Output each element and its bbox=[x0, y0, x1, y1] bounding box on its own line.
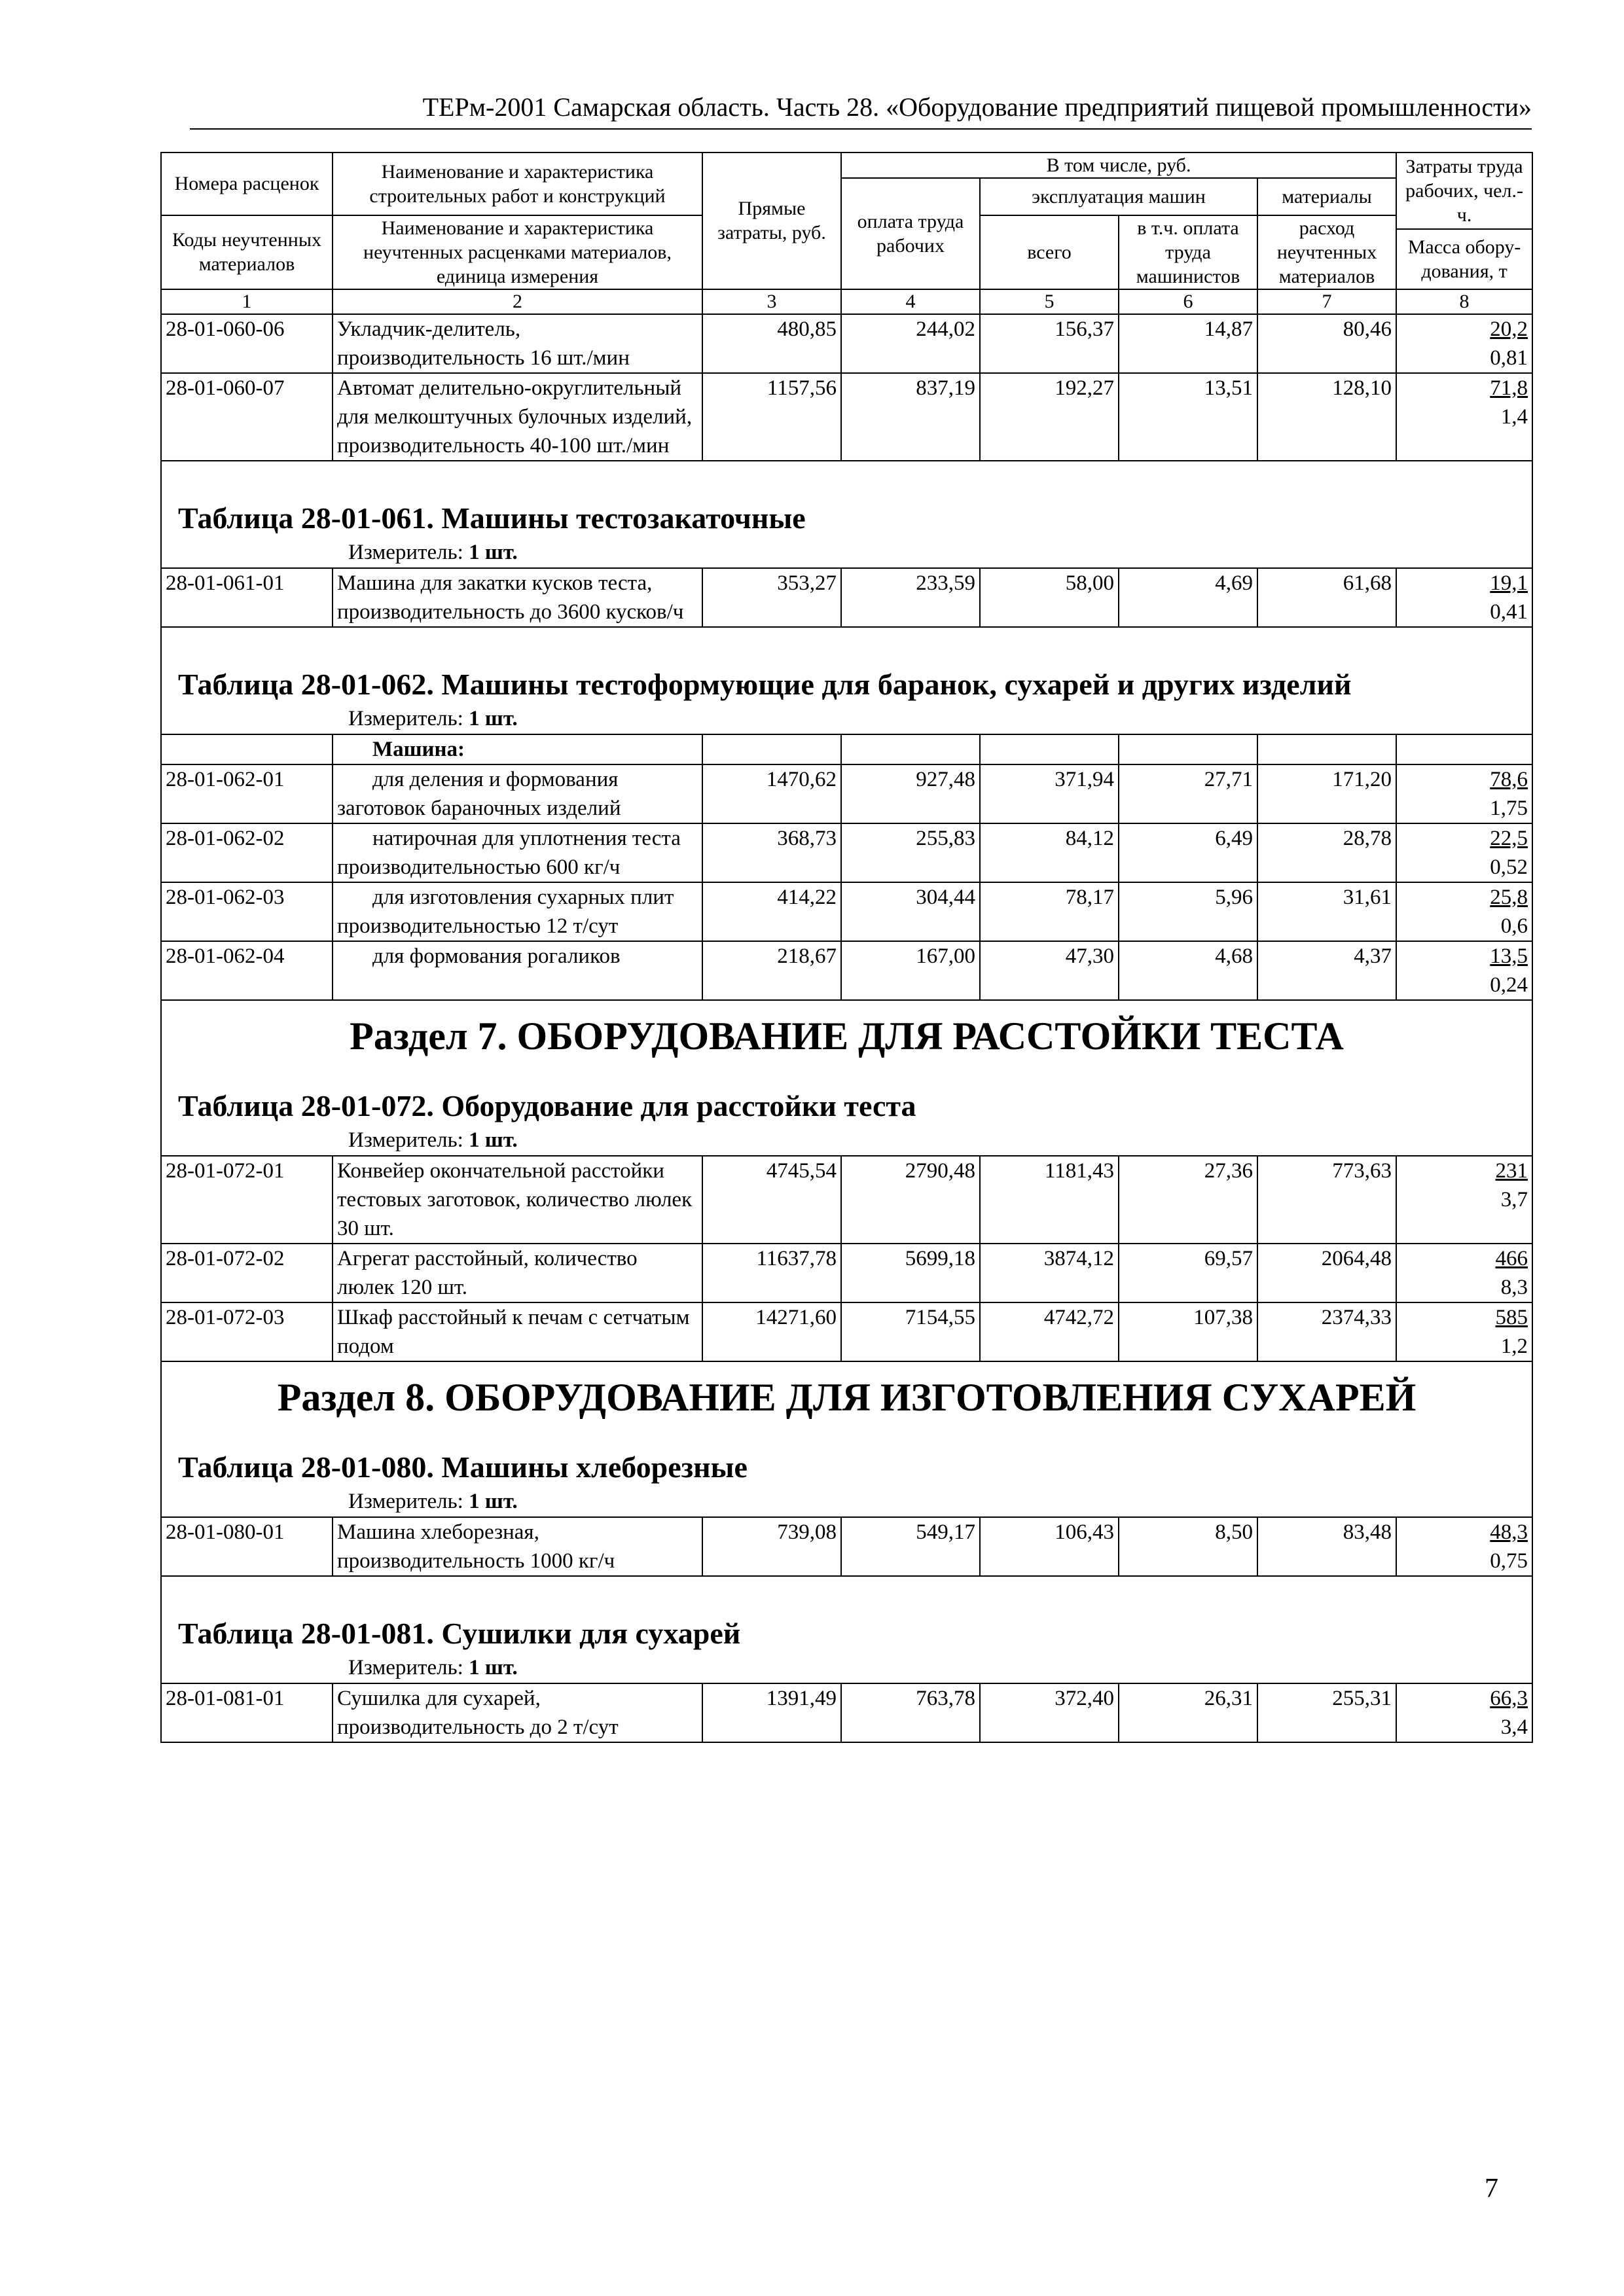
machinist-wages: 14,87 bbox=[1119, 314, 1257, 373]
table-row bbox=[161, 1302, 1532, 1361]
machinist-wages: 6,49 bbox=[1119, 823, 1257, 882]
equipment-mass: 0,41 bbox=[1490, 600, 1528, 624]
rate-code: 28-01-080-01 bbox=[161, 1517, 333, 1576]
machinist-wages: 26,31 bbox=[1119, 1683, 1257, 1742]
rate-name: для изготовления сухарных плит производительностью 12 т/сут bbox=[333, 882, 702, 941]
col-number: 3 bbox=[702, 289, 841, 314]
machinist-wages: 13,51 bbox=[1119, 373, 1257, 461]
direct-costs: 368,73 bbox=[702, 823, 841, 882]
meter-label: Измеритель: bbox=[348, 1128, 463, 1152]
equipment-mass: 0,75 bbox=[1490, 1549, 1528, 1573]
labor-cell bbox=[1396, 1156, 1532, 1244]
machinist-wages: 107,38 bbox=[1119, 1302, 1257, 1361]
hdr-machinist-wages: в т.ч. оплата труда машинистов bbox=[1119, 215, 1257, 289]
direct-costs: 4745,54 bbox=[702, 1156, 841, 1244]
equipment-mass: 1,4 bbox=[1500, 404, 1528, 429]
wages: 763,78 bbox=[841, 1683, 980, 1742]
rate-name: Агрегат расстойный, количество люлек 120 шт. bbox=[333, 1244, 702, 1302]
labor-cell bbox=[1396, 764, 1532, 823]
page-number: 7 bbox=[1485, 2174, 1498, 2204]
machines-total: 3874,12 bbox=[980, 1244, 1119, 1302]
labor-hours: 66,3 bbox=[1490, 1686, 1528, 1710]
rate-name: Машина хлеборезная, производительность 1000 кг/ч bbox=[333, 1517, 702, 1576]
equipment-mass: 3,7 bbox=[1500, 1187, 1528, 1211]
meter-label: Измеритель: bbox=[348, 1489, 463, 1513]
hdr-material-names: Наименование и характеристика неучтенных расценками материалов, единица измерения bbox=[333, 215, 702, 289]
meter bbox=[162, 704, 1532, 734]
labor-hours: 71,8 bbox=[1490, 376, 1528, 400]
meter bbox=[162, 1486, 1532, 1516]
machinist-wages: 4,68 bbox=[1119, 941, 1257, 1000]
labor-cell bbox=[1396, 823, 1532, 882]
labor-hours: 466 bbox=[1495, 1246, 1528, 1270]
materials: 83,48 bbox=[1257, 1517, 1396, 1576]
labor-cell bbox=[1396, 1683, 1532, 1742]
rate-code: 28-01-062-02 bbox=[161, 823, 333, 882]
machines-total: 4742,72 bbox=[980, 1302, 1119, 1361]
materials: 255,31 bbox=[1257, 1683, 1396, 1742]
rate-code: 28-01-072-03 bbox=[161, 1302, 333, 1361]
machines-total: 106,43 bbox=[980, 1517, 1119, 1576]
hdr-in-that-number: В том числе, руб. bbox=[841, 152, 1396, 178]
direct-costs: 414,22 bbox=[702, 882, 841, 941]
labor-cell bbox=[1396, 941, 1532, 1000]
table-title: Таблица 28-01-062. Машины тестоформующие для баранок, сухарей и других изделий bbox=[178, 667, 1352, 701]
rate-name: Машина для закатки кусков теста, производительность до 3600 кусков/ч bbox=[333, 568, 702, 627]
table-row bbox=[161, 1244, 1532, 1302]
equipment-mass: 1,2 bbox=[1500, 1334, 1528, 1358]
hdr-mass: Масса обору-дования, т bbox=[1396, 229, 1532, 289]
materials: 80,46 bbox=[1257, 314, 1396, 373]
rate-code: 28-01-062-04 bbox=[161, 941, 333, 1000]
labor-cell bbox=[1396, 373, 1532, 461]
rate-name: Укладчик-делитель, производительность 16 шт./мин bbox=[333, 314, 702, 373]
section-title: Раздел 8. ОБОРУДОВАНИЕ ДЛЯ ИЗГОТОВЛЕНИЯ СУХАРЕЙ bbox=[277, 1375, 1416, 1419]
labor-cell bbox=[1396, 1244, 1532, 1302]
section-title: Раздел 7. ОБОРУДОВАНИЕ ДЛЯ РАССТОЙКИ ТЕСТА bbox=[350, 1014, 1344, 1058]
rate-code: 28-01-061-01 bbox=[161, 568, 333, 627]
machinist-wages: 8,50 bbox=[1119, 1517, 1257, 1576]
materials: 773,63 bbox=[1257, 1156, 1396, 1244]
group-row bbox=[161, 734, 1532, 764]
rate-name: Шкаф расстойный к печам с сетчатым подом bbox=[333, 1302, 702, 1361]
col-number: 2 bbox=[333, 289, 702, 314]
rates-table bbox=[160, 152, 1533, 1743]
labor-hours: 22,5 bbox=[1490, 826, 1528, 850]
wages: 233,59 bbox=[841, 568, 980, 627]
equipment-mass: 0,81 bbox=[1490, 346, 1528, 370]
materials: 31,61 bbox=[1257, 882, 1396, 941]
rate-code: 28-01-062-03 bbox=[161, 882, 333, 941]
labor-hours: 25,8 bbox=[1490, 885, 1528, 909]
hdr-unaccounted-materials: расход неучтенных материалов bbox=[1257, 215, 1396, 289]
labor-hours: 13,5 bbox=[1490, 944, 1528, 968]
col-number: 1 bbox=[161, 289, 333, 314]
meter-label: Измеритель: bbox=[348, 540, 463, 564]
direct-costs: 1157,56 bbox=[702, 373, 841, 461]
rate-code: 28-01-060-07 bbox=[161, 373, 333, 461]
materials: 2064,48 bbox=[1257, 1244, 1396, 1302]
rate-name: натирочная для уплотнения теста производительностью 600 кг/ч bbox=[333, 823, 702, 882]
group-label: Машина: bbox=[333, 734, 702, 764]
materials: 2374,33 bbox=[1257, 1302, 1396, 1361]
direct-costs: 11637,78 bbox=[702, 1244, 841, 1302]
table-row bbox=[161, 314, 1532, 373]
hdr-direct-costs: Прямые затраты, руб. bbox=[702, 152, 841, 289]
machines-total: 84,12 bbox=[980, 823, 1119, 882]
wages: 5699,18 bbox=[841, 1244, 980, 1302]
col-number: 5 bbox=[980, 289, 1119, 314]
machines-total: 58,00 bbox=[980, 568, 1119, 627]
hdr-materials: материалы bbox=[1257, 178, 1396, 215]
machines-total: 78,17 bbox=[980, 882, 1119, 941]
equipment-mass: 3,4 bbox=[1500, 1715, 1528, 1739]
materials: 61,68 bbox=[1257, 568, 1396, 627]
direct-costs: 353,27 bbox=[702, 568, 841, 627]
table-row bbox=[161, 764, 1532, 823]
direct-costs: 1391,49 bbox=[702, 1683, 841, 1742]
wages: 167,00 bbox=[841, 941, 980, 1000]
labor-cell bbox=[1396, 568, 1532, 627]
wages: 837,19 bbox=[841, 373, 980, 461]
machines-total: 156,37 bbox=[980, 314, 1119, 373]
machinist-wages: 27,36 bbox=[1119, 1156, 1257, 1244]
labor-hours: 231 bbox=[1495, 1158, 1528, 1183]
labor-hours: 19,1 bbox=[1490, 571, 1528, 595]
machines-total: 1181,43 bbox=[980, 1156, 1119, 1244]
col-number: 6 bbox=[1119, 289, 1257, 314]
rate-code: 28-01-072-01 bbox=[161, 1156, 333, 1244]
equipment-mass: 0,24 bbox=[1490, 973, 1528, 997]
materials: 4,37 bbox=[1257, 941, 1396, 1000]
materials: 128,10 bbox=[1257, 373, 1396, 461]
labor-hours: 48,3 bbox=[1490, 1520, 1528, 1544]
section-8-block bbox=[161, 1361, 1532, 1517]
meter-value: 1 шт. bbox=[469, 1655, 518, 1679]
hdr-wages: оплата труда рабочих bbox=[841, 178, 980, 289]
labor-hours: 20,2 bbox=[1490, 317, 1528, 341]
col-number: 4 bbox=[841, 289, 980, 314]
hdr-total: всего bbox=[980, 215, 1119, 289]
machines-total: 192,27 bbox=[980, 373, 1119, 461]
equipment-mass: 1,75 bbox=[1490, 796, 1528, 820]
rate-name: для формования рогаликов bbox=[333, 941, 702, 1000]
labor-cell bbox=[1396, 1302, 1532, 1361]
rate-name: Сушилка для сухарей, производительность до 2 т/сут bbox=[333, 1683, 702, 1742]
rate-code: 28-01-072-02 bbox=[161, 1244, 333, 1302]
rate-code: 28-01-060-06 bbox=[161, 314, 333, 373]
rate-name: для деления и формования заготовок бараночных изделий bbox=[333, 764, 702, 823]
labor-hours: 585 bbox=[1495, 1305, 1528, 1329]
meter bbox=[162, 1125, 1532, 1155]
meter-value: 1 шт. bbox=[469, 1489, 518, 1513]
machinist-wages: 4,69 bbox=[1119, 568, 1257, 627]
section-7-block bbox=[161, 1000, 1532, 1156]
hdr-material-codes: Коды неучтенных материалов bbox=[161, 215, 333, 289]
rate-name: Автомат делительно-округлительный для мелкоштучных булочных изделий, производительность 40-100 шт./мин bbox=[333, 373, 702, 461]
col-number: 7 bbox=[1257, 289, 1396, 314]
wages: 244,02 bbox=[841, 314, 980, 373]
header-rule bbox=[190, 128, 1532, 130]
table-row bbox=[161, 1517, 1532, 1576]
table-row bbox=[161, 568, 1532, 627]
table-block-061 bbox=[161, 461, 1532, 568]
table-row bbox=[161, 823, 1532, 882]
machines-total: 372,40 bbox=[980, 1683, 1119, 1742]
rate-code: 28-01-062-01 bbox=[161, 764, 333, 823]
equipment-mass: 0,52 bbox=[1490, 855, 1528, 879]
meter-value: 1 шт. bbox=[469, 1128, 518, 1152]
running-head: ТЕРм-2001 Самарская область. Часть 28. «Оборудование предприятий пищевой промышленности» bbox=[422, 92, 1532, 122]
materials: 28,78 bbox=[1257, 823, 1396, 882]
hdr-machine-operation: эксплуатация машин bbox=[980, 178, 1257, 215]
rate-code: 28-01-081-01 bbox=[161, 1683, 333, 1742]
table-title: Таблица 28-01-061. Машины тестозакаточные bbox=[178, 501, 806, 535]
col-number: 8 bbox=[1396, 289, 1532, 314]
table-row bbox=[161, 882, 1532, 941]
labor-cell bbox=[1396, 882, 1532, 941]
direct-costs: 739,08 bbox=[702, 1517, 841, 1576]
table-title: Таблица 28-01-080. Машины хлеборезные bbox=[178, 1450, 748, 1484]
table-row bbox=[161, 373, 1532, 461]
meter bbox=[162, 1653, 1532, 1683]
direct-costs: 218,67 bbox=[702, 941, 841, 1000]
direct-costs: 1470,62 bbox=[702, 764, 841, 823]
meter-label: Измеритель: bbox=[348, 706, 463, 730]
hdr-work-name: Наименование и характеристика строительных работ и конструкций bbox=[333, 152, 702, 215]
equipment-mass: 0,6 bbox=[1500, 914, 1528, 938]
table-title: Таблица 28-01-081. Сушилки для сухарей bbox=[178, 1616, 741, 1650]
hdr-labor: Затраты труда рабочих, чел.-ч. bbox=[1396, 152, 1532, 229]
table-row bbox=[161, 941, 1532, 1000]
direct-costs: 480,85 bbox=[702, 314, 841, 373]
machinist-wages: 5,96 bbox=[1119, 882, 1257, 941]
machinist-wages: 27,71 bbox=[1119, 764, 1257, 823]
table-title: Таблица 28-01-072. Оборудование для расстойки теста bbox=[178, 1088, 916, 1122]
labor-cell bbox=[1396, 314, 1532, 373]
table-block-081 bbox=[161, 1576, 1532, 1683]
direct-costs: 14271,60 bbox=[702, 1302, 841, 1361]
wages: 255,83 bbox=[841, 823, 980, 882]
wages: 304,44 bbox=[841, 882, 980, 941]
meter-value: 1 шт. bbox=[469, 706, 518, 730]
machines-total: 371,94 bbox=[980, 764, 1119, 823]
hdr-rate-numbers: Номера расценок bbox=[161, 152, 333, 215]
labor-cell bbox=[1396, 1517, 1532, 1576]
wages: 7154,55 bbox=[841, 1302, 980, 1361]
labor-hours: 78,6 bbox=[1490, 767, 1528, 791]
wages: 549,17 bbox=[841, 1517, 980, 1576]
rate-name: Конвейер окончательной расстойки тестовых заготовок, количество люлек 30 шт. bbox=[333, 1156, 702, 1244]
meter-value: 1 шт. bbox=[469, 540, 518, 564]
meter bbox=[162, 537, 1532, 567]
table-row bbox=[161, 1683, 1532, 1742]
table-block-062 bbox=[161, 627, 1532, 734]
table-row bbox=[161, 1156, 1532, 1244]
machines-total: 47,30 bbox=[980, 941, 1119, 1000]
materials: 171,20 bbox=[1257, 764, 1396, 823]
wages: 2790,48 bbox=[841, 1156, 980, 1244]
meter-label: Измеритель: bbox=[348, 1655, 463, 1679]
wages: 927,48 bbox=[841, 764, 980, 823]
machinist-wages: 69,57 bbox=[1119, 1244, 1257, 1302]
equipment-mass: 8,3 bbox=[1500, 1275, 1528, 1299]
